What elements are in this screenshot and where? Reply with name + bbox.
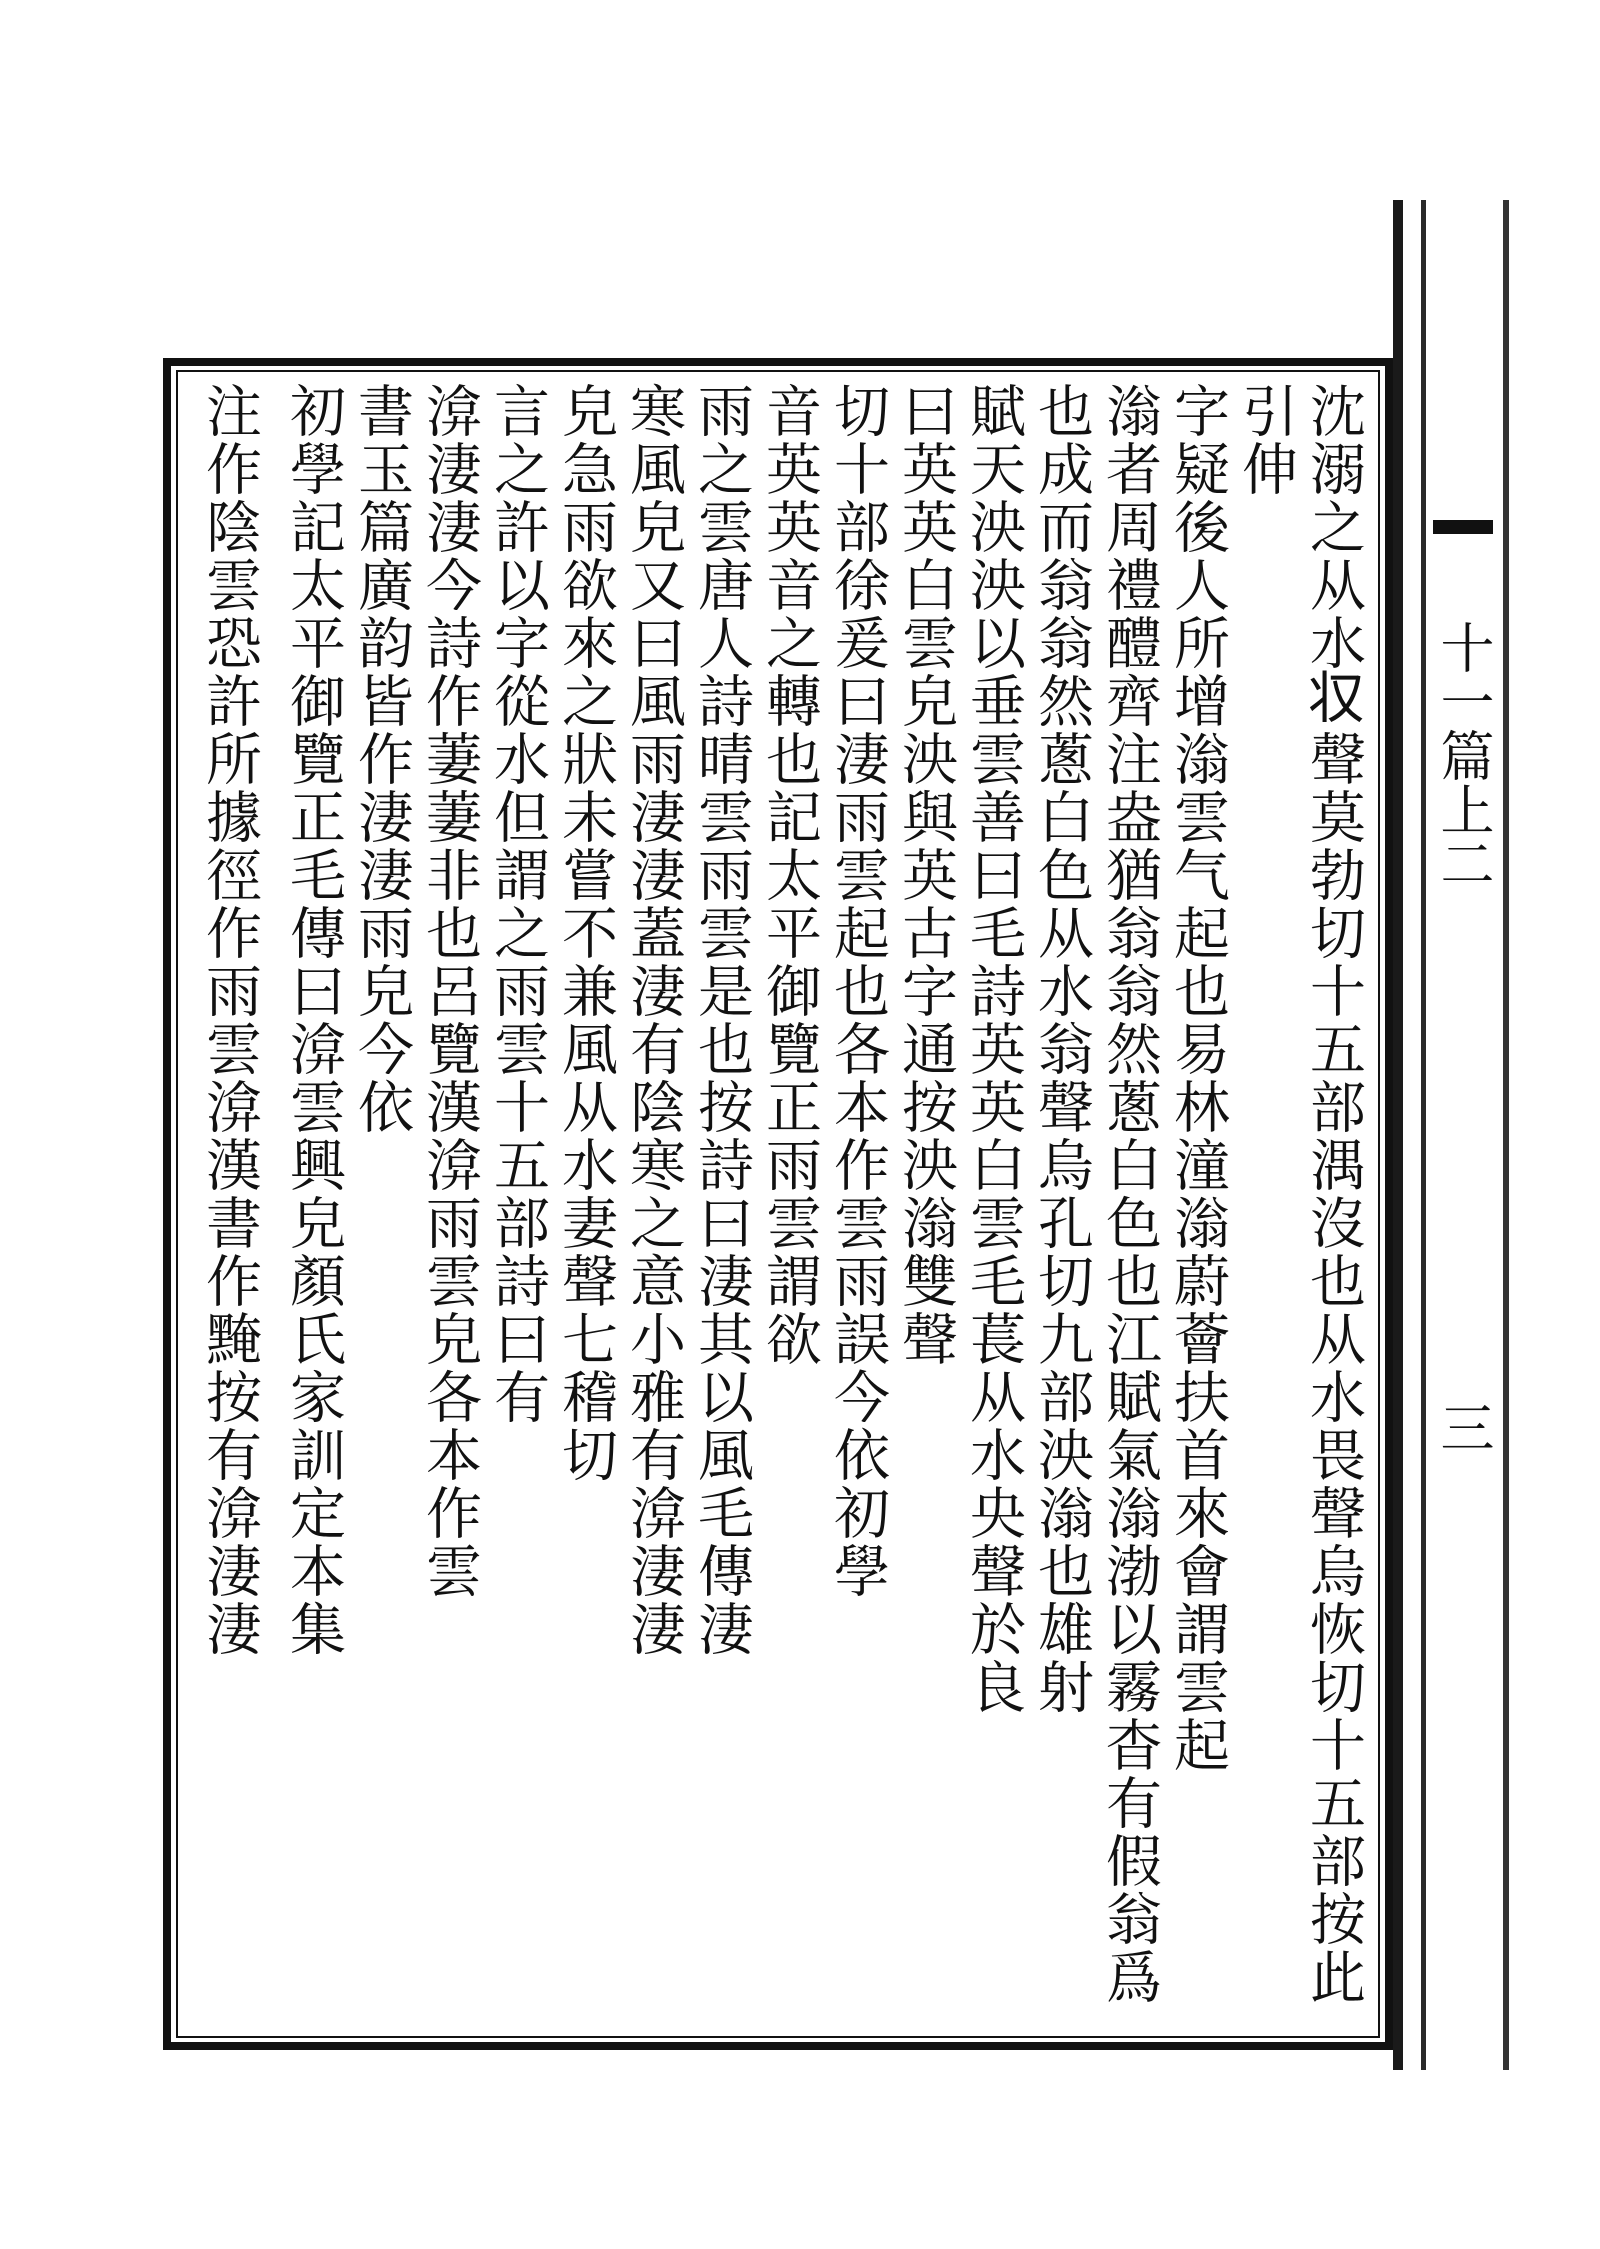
fold-label: 十一篇上二	[1432, 620, 1495, 890]
fold-strip	[1393, 200, 1543, 2070]
fold-fishtail-mark	[1433, 520, 1493, 534]
text-column-2: 引伸	[1233, 382, 1298, 498]
fold-rule-right	[1503, 200, 1509, 2070]
text-column-8: 切十部徐爰曰淒雨雲起也各本作雲雨誤今依初學	[825, 382, 890, 1600]
text-column-15: 書玉篇廣韵皆作淒淒雨皃今依	[349, 382, 414, 1136]
text-column-12: 皃急雨欲來之狀未嘗不兼風从水妻聲七稽切	[553, 382, 618, 1484]
text-column-17: 注作陰雲恐許所據徑作雨雲渰漢書作黤按有渰淒淒	[197, 382, 262, 1658]
text-column-4: 滃者周禮醴齊注盎猶翁翁然蔥白色也江賦氣滃渤以霧杳有假翁爲	[1097, 382, 1162, 2006]
fold-rule-inner	[1421, 200, 1426, 2070]
text-column-3: 字疑後人所增滃雲气起也易林潼滃蔚薈扶首來會謂雲起	[1165, 382, 1230, 1774]
text-column-10: 雨之雲唐人詩晴雲雨雲是也按詩曰淒其以風毛傳淒	[689, 382, 754, 1658]
fold-rule-left	[1393, 200, 1403, 2070]
text-column-6: 賦天泱泱以垂雲善曰毛詩英英白雲毛萇从水央聲於良	[961, 382, 1026, 1716]
text-column-7: 曰英英白雲皃泱與英古字通按泱滃雙聲	[893, 382, 958, 1368]
text-column-16: 初學記太平御覽正毛傳曰渰雲興皃顏氏家訓定本集	[281, 382, 346, 1658]
text-column-14: 渰淒淒今詩作萋萋非也呂覽漢渰雨雲皃各本作雲	[417, 382, 482, 1600]
page-number: 三	[1432, 1400, 1495, 1454]
text-column-9: 音英英音之轉也記太平御覽正雨雲謂欲	[757, 382, 822, 1368]
text-column-1: 沈溺之从水𠬧聲莫勃切十五部湡沒也从水畏聲烏恢切十五部按此	[1301, 382, 1366, 2006]
text-column-13: 言之許以字從水但謂之雨雲十五部詩曰有	[485, 382, 550, 1426]
text-column-11: 寒風皃又曰風雨淒淒蓋淒有陰寒之意小雅有渰淒淒	[621, 382, 686, 1658]
text-column-5: 也成而翁翁然蔥白色从水翁聲烏孔切九部泱滃也雄射	[1029, 382, 1094, 1716]
